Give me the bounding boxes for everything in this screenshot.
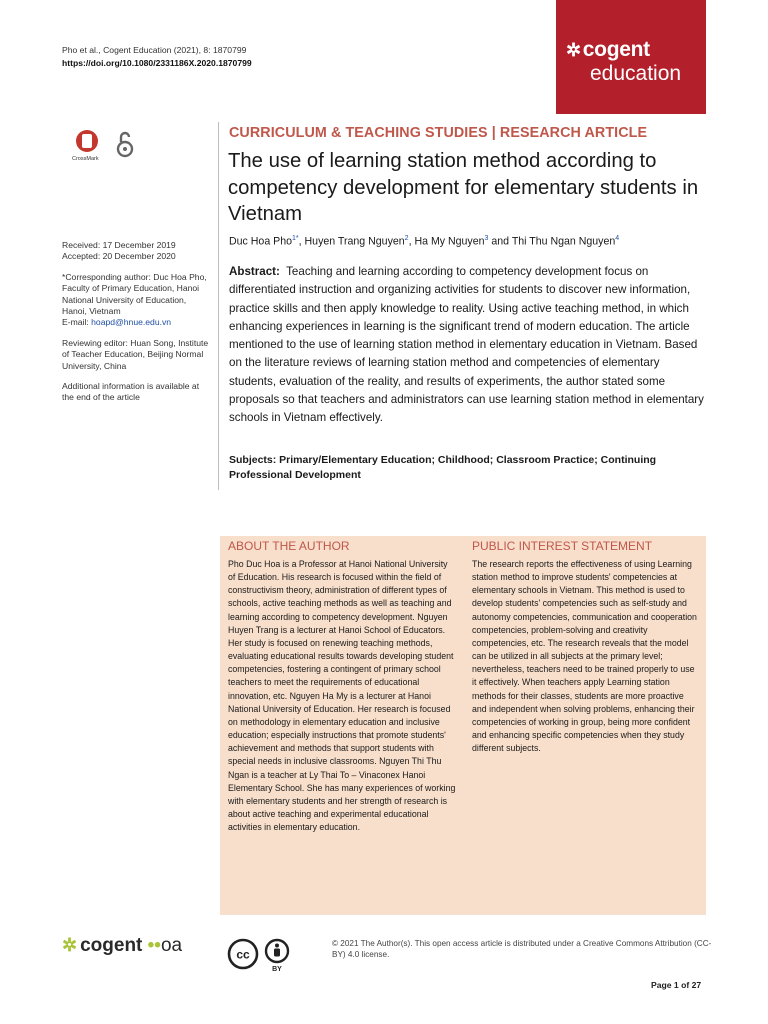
email-label: E-mail: (62, 317, 89, 328)
article-section-tag: CURRICULUM & TEACHING STUDIES | RESEARCH ARTICLE (229, 125, 648, 141)
footer-logo-word: cogent (80, 935, 143, 956)
article-badges (72, 130, 136, 166)
author-name: Ha My Nguyen (414, 235, 485, 248)
abstract (229, 263, 709, 428)
author-affiliation[interactable]: 1* (292, 235, 299, 242)
brand-subject: education (590, 62, 682, 85)
doi-link[interactable]: https://doi.org/10.1080/2331186X.2020.1870799 (62, 58, 252, 68)
author-affiliation[interactable]: 3 (484, 235, 489, 242)
footer-logo-dots: •• (147, 935, 161, 956)
author-affiliation[interactable]: 2 (404, 235, 409, 242)
received-date: Received: 17 December 2019 (62, 240, 176, 250)
corresponding-author: *Corresponding author: Duc Hoa Pho, Faculty of Primary Education, Hanoi National University of Education, Hanoi, Vietnam (62, 271, 207, 317)
column-divider (218, 122, 219, 490)
about-author-text: Pho Duc Hoa is a Professor at Hanoi National University of Education. His research is focused within the field of constructivism theory, administration of different types of schools, active teaching methods as well as teaching and learning according to competency development. Nguyen Huyen Trang is a lecturer at Hanoi School of Educators. Her study is focused on renewing teaching methods, evaluating educational results towards developing student competencies, fostering a contingent of primary school teachers to meet the requirements of educational innovation, etc. Nguyen Ha My is a lecturer at Hanoi National University of Education. Her research is focused on methodology in elementary education and inclusive education; especially instructions that promote students' achievement and methods that support students with special needs in inclusive classrooms. Nguyen Thi Thu Ngan is a teacher at Ly Thai To – Vinaconex Hanoi Elementary School. She has many experiences of working with elementary students and her strength of research is about active teaching and experimental educational activities in elementary education. (228, 559, 456, 833)
abstract-text: Teaching and learning according to competency development focus on differentiated instruction and organizing activities for students to discover new information, practice skills and then apply knowledge to reality. Using active teaching method, in which enhancing experiences in learning is the significant trend of modern education. The article mentioned to the use of learning station method in elementary education in Vietnam. Based on the literature reviews of learning station method and competencies of elementary students, evaluation of the reality, and results of experiments, the author stated some proposals so that teachers and administrators can use learning station method in elementary schools in Vietnam effectively. (229, 265, 704, 425)
author-affiliation[interactable]: 4 (615, 235, 620, 242)
header-citation-block (62, 44, 252, 70)
journal-brand-box (556, 0, 706, 114)
cogent-spark-icon: ✲ (566, 40, 581, 60)
journal-logo (566, 38, 650, 62)
by-label: BY (272, 966, 282, 973)
author-name: Huyen Trang Nguyen (304, 235, 405, 248)
subjects: Subjects: Primary/Elementary Education; Childhood; Classroom Practice; Continuing Professional Development (229, 454, 657, 481)
page-number: Page 1 of 27 (651, 980, 702, 990)
email-link[interactable]: hoapd@hnue.edu.vn (91, 317, 172, 328)
additional-info: Additional information is available at the end of the article (62, 381, 200, 403)
public-interest-heading: PUBLIC INTEREST STATEMENT (472, 539, 653, 553)
footer-logo-oa: oa (160, 935, 183, 956)
crossmark-icon[interactable] (76, 130, 98, 152)
author-name: Thi Thu Ngan Nguyen (511, 235, 616, 248)
brand-name: cogent (582, 38, 650, 61)
citation-text: Pho et al., Cogent Education (2021), 8: 1870799 (62, 45, 247, 55)
cogent-oa-logo[interactable] (62, 935, 182, 957)
public-interest-text: The research reports the effectiveness of using Learning station method to improve students' competencies at elementary schools in Vietnam. This method is used to develop students' competencies such as self-study and autonomy competencies, communication and cooperation competencies, problem-solving and creativity competencies, etc. The research reveals that the model can be utilized in all subjects at the primary level; nevertheless, teachers need to be trained properly to use it effectively. When teachers apply Learning station methods for their classes, students are more proactive and independent when solving problems, enhancing their competencies of working in group, being more confident and enhancing specific competencies when they study different subjects. (472, 559, 697, 754)
abstract-label: Abstract: (229, 265, 280, 278)
article-metadata (62, 240, 212, 413)
open-access-lock-icon (116, 130, 134, 158)
license-text: © 2021 The Author(s). This open access article is distributed under a Creative Commons Attribution (CC-BY) 4.0 license. (332, 939, 712, 959)
author-list: Duc Hoa Pho$^{1*}$, Huyen Trang Nguyen$^2$, Ha My Nguyen$^3$ and Thi Thu Ngan Nguyen$^4$ (229, 235, 620, 248)
accepted-date: Accepted: 20 December 2020 (62, 251, 176, 262)
reviewing-editor: Reviewing editor: Huan Song, Institute of Teacher Education, Beijing Normal University, China (62, 337, 209, 371)
cogent-spark-icon: ✲ (62, 935, 78, 955)
article-title: The use of learning station method according to competency development for elementary students in Vietnam (228, 150, 699, 225)
author-name: Duc Hoa Pho (229, 235, 293, 248)
creative-commons-icon[interactable] (227, 938, 293, 974)
crossmark-label: CrossMark (72, 156, 99, 162)
cc-label: cc (236, 947, 250, 962)
about-author-heading: ABOUT THE AUTHOR (228, 539, 350, 553)
